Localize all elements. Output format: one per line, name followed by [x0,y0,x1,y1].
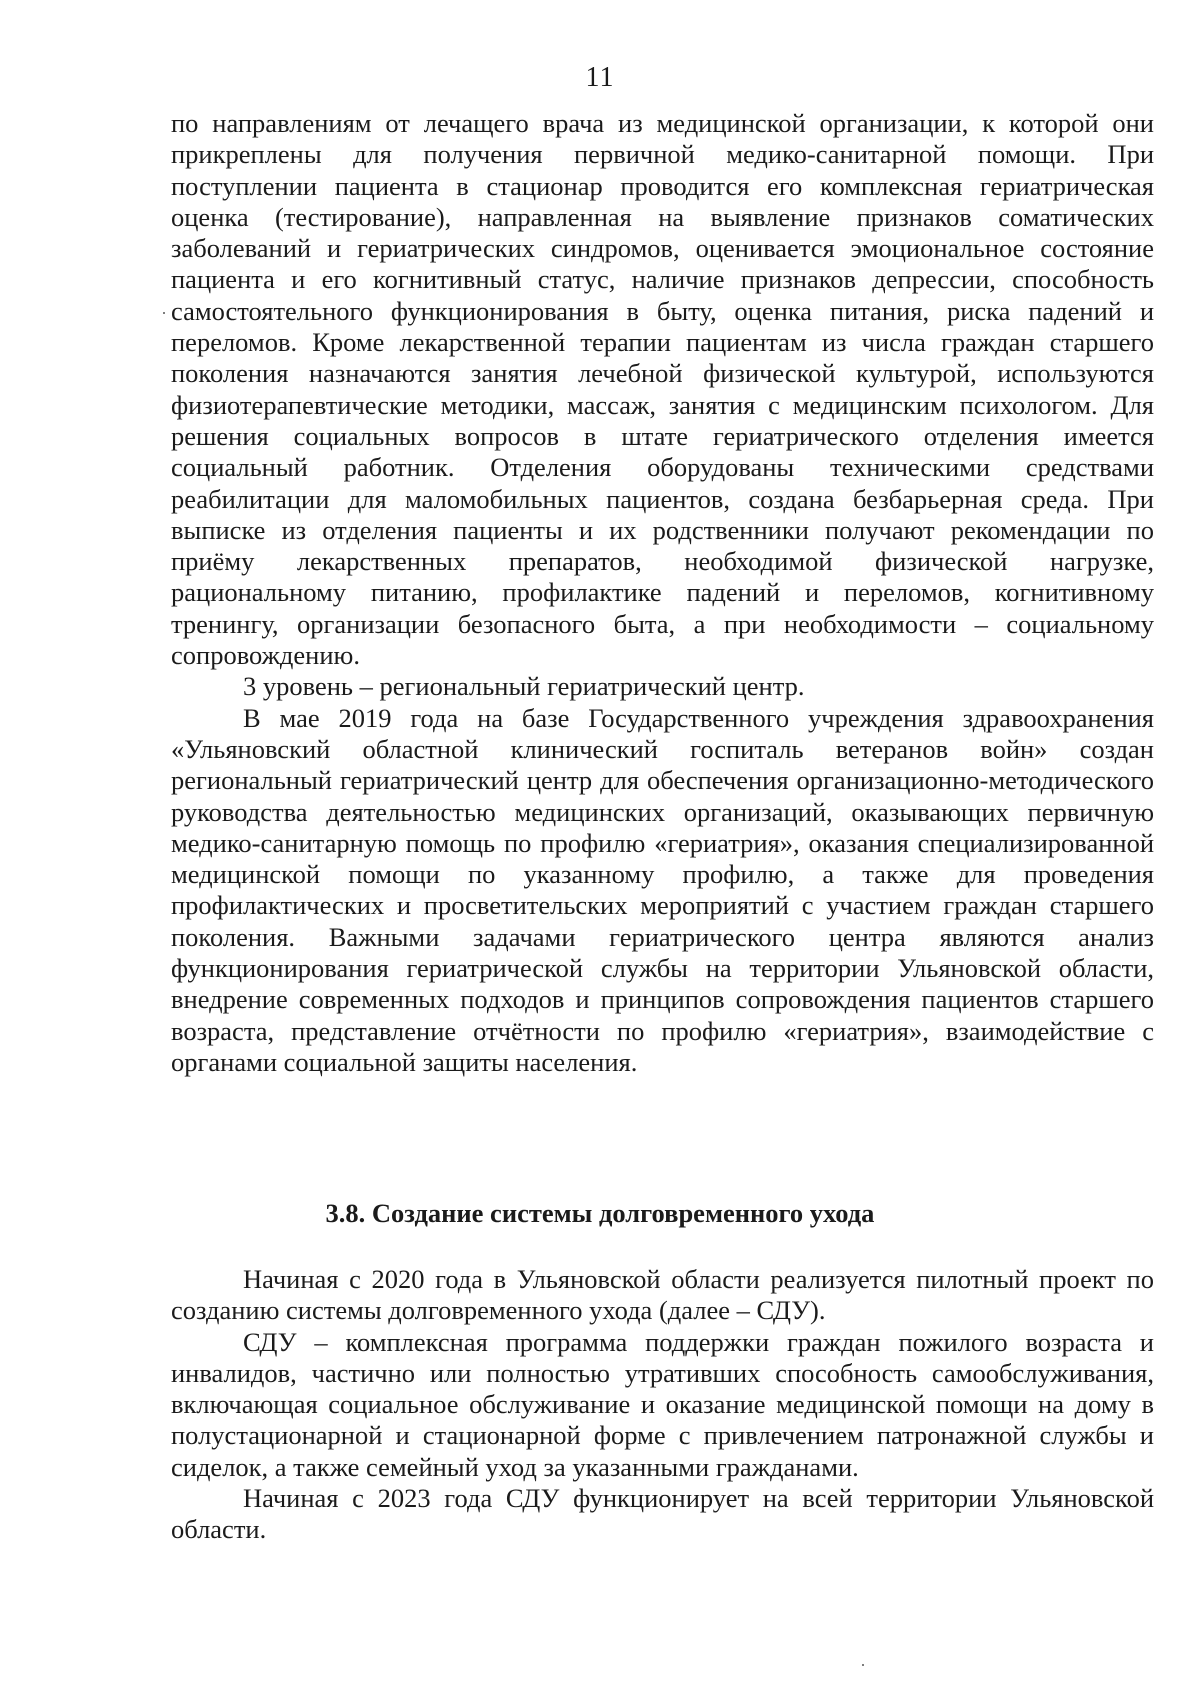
paragraph: по направлениям от лечащего врача из медицинской организации, к которой они прикреплены для получения первичной медико-санитарной помощи. При поступлении пациента в стационар проводится его комплексная гериатрическая оценка (тестирование), направленная на выявление признаков соматических заболеваний и гериатрических синдромов, оценивается эмоциональное состояние пациента и его когнитивный статус, наличие признаков депрессии, способность самостоятельного функционирования в быту, оценка питания, риска падений и переломов. Кроме лекарственной терапии пациентам из числа граждан старшего поколения назначаются занятия лечебной физической культурой, используются физиотерапевтические методики, массаж, занятия с медицинским психологом. Для решения социальных вопросов в штате гериатрического отделения имеется социальный работник. Отделения оборудованы техническими средствами реабилитации для маломобильных пациентов, создана безбарьерная среда. При выписке из отделения пациенты и их родственники получают рекомендации по приёму лекарственных препаратов, необходимой физической нагрузке, рациональному питанию, профилактике падений и переломов, когнитивному тренингу, организации безопасного быта, а при необходимости – социальному сопровождению. [171,108,1154,671]
paragraph: 3 уровень – региональный гериатрический центр. [243,671,805,702]
body-text-top [171,108,1154,1078]
paragraph: В мае 2019 года на базе Государственного учреждения здравоохранения «Ульяновский областной клинический госпиталь ветеранов войн» создан региональный гериатрический центр для обеспечения организационно-методического руководства деятельностью медицинских организаций, оказывающих первичную медико-санитарную помощь по профилю «гериатрия», оказания специализированной медицинской помощи по указанному профилю, а также для проведения профилактических и просветительских мероприятий с участием граждан старшего поколения. Важными задачами гериатрического центра являются анализ функционирования гериатрической службы на территории Ульяновской области, внедрение современных подходов и принципов сопровождения пациентов старшего возраста, представление отчётности по профилю «гериатрия», взаимодействие с органами социальной защиты населения. [171,702,1154,1077]
paragraph: СДУ – комплексная программа поддержки граждан пожилого возраста и инвалидов, частично или полностью утративших способность самообслуживания, включающая социальное обслуживание и оказание медицинской помощи на дому в полустационарной и стационарной форме с привлечением патронажной службы и сиделок, а также семейный уход за указанными гражданами. [171,1326,1154,1482]
paragraph: Начиная с 2023 года СДУ функционирует на всей территории Ульяновской области. [171,1483,1154,1545]
body-text-bottom [171,1264,1154,1546]
scan-speck [862,1664,864,1666]
scan-speck [163,312,165,314]
section-heading: 3.8. Создание системы долговременного ухода [325,1198,875,1228]
page-number: 11 [585,62,615,93]
paragraph: Начиная с 2020 года в Ульяновской области реализуется пилотный проект по созданию системы долговременного ухода (далее – СДУ). [171,1264,1154,1326]
